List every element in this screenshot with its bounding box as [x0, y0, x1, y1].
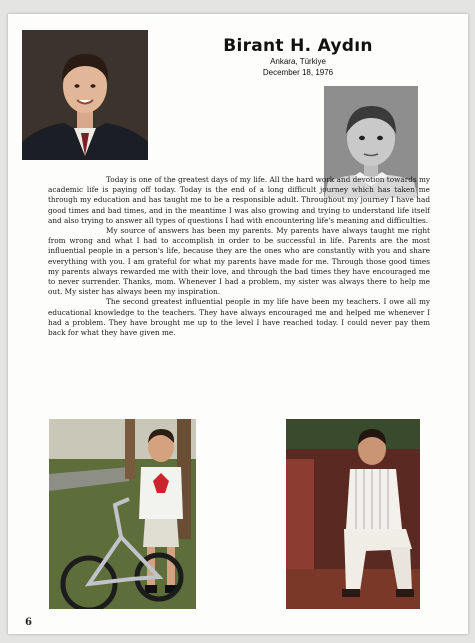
essay-paragraph: Today is one of the greatest days of my life. All the hard work and devotion towards my academic life is paying off today. Today is the end of a long difficult journey which has taken me through my education and has taught me to be a responsible adult. Throughout my journey I have had good times and bad times, and in the meantime I was also growing and trying to understand life itself and also trying to answer all types of questions I had with encountering life's meaning and difficulties. [48, 175, 430, 225]
page-number: 6 [25, 617, 32, 628]
teen-seated-photo [286, 419, 420, 609]
student-name: Birant H. Aydın [223, 36, 373, 56]
bicycle-photo [49, 419, 196, 609]
student-location: Ankara, Türkiye [270, 57, 326, 66]
student-birth-date: December 18, 1976 [262, 68, 334, 77]
essay-paragraph: My source of answers has been my parents. My parents have always taught me right from wrong and what I had to accomplish in order to be successful in life. Parents are the most influential people in a person's life, because they are the ones who are constantly with you and share everything with you. I am grateful for what my parents have made for me. Through those good times my parents always rewarded me with their love, and through the bad times they have encouraged me to never surrender. Thanks, mom. Whenever I had a problem, my sister was always there to help me out. My sister has always been my inspiration. [48, 226, 430, 297]
senior-portrait-photo [22, 30, 148, 160]
student-header [188, 36, 408, 78]
essay-paragraph: The second greatest influential people in my life have been my teachers. I owe all my educational knowledge to the teachers. They have always encouraged me and helped me whenever I had a problem. They have brought me up to the level I have reached today. I could never pay them back for what they have given me. [48, 297, 430, 338]
essay-text [48, 175, 430, 338]
yearbook-page [8, 14, 468, 634]
